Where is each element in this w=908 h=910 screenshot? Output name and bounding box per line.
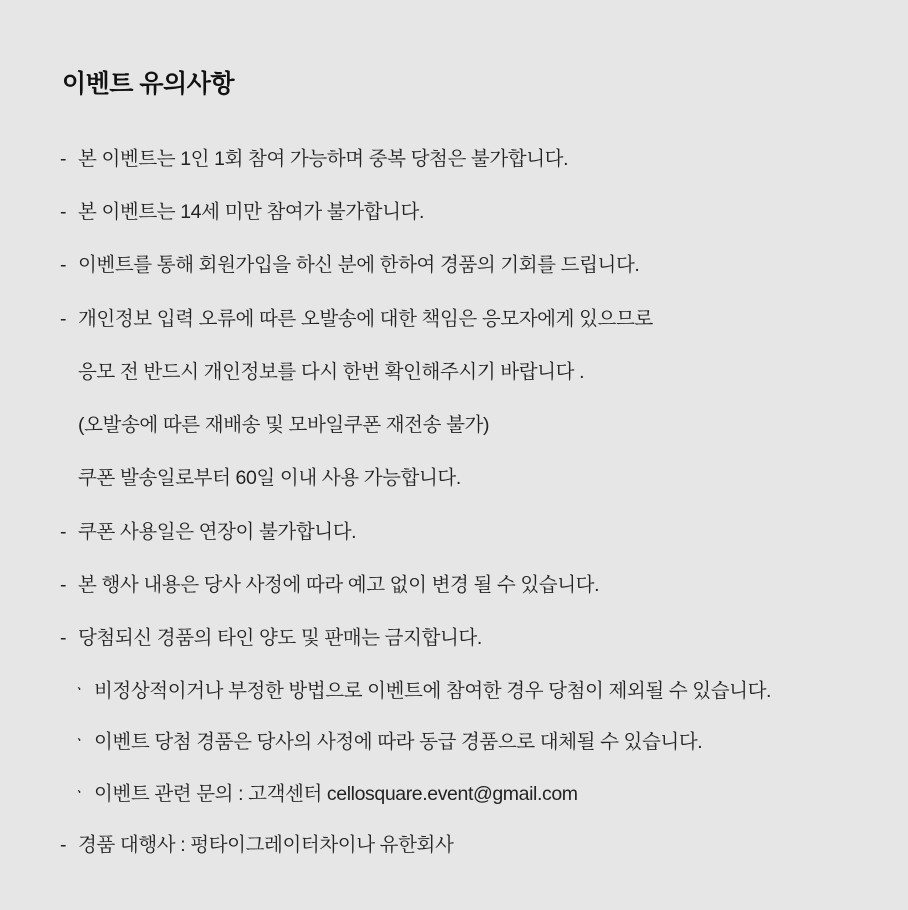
list-item-text: 쿠폰 사용일은 연장이 불가합니다.: [78, 520, 357, 543]
list-marker: ㆍ: [71, 783, 86, 801]
list-item: [60, 304, 858, 334]
list-marker: -: [60, 254, 67, 277]
list-marker: -: [60, 201, 67, 224]
list-item: [60, 570, 858, 600]
list-item-text: 본 행사 내용은 당사 사정에 따라 예고 없이 변경 될 수 있습니다.: [78, 573, 600, 596]
list-item-text: 비정상적이거나 부정한 방법으로 이벤트에 참여한 경우 당첨이 제외될 수 있습니다.: [94, 680, 772, 703]
list-item-text: 당첨되신 경품의 타인 양도 및 판매는 금지합니다.: [78, 626, 482, 649]
page-title: 이벤트 유의사항: [62, 70, 234, 98]
list-item-text: 본 이벤트는 1인 1회 참여 가능하며 중복 당첨은 불가합니다.: [78, 148, 569, 170]
list-item: [60, 357, 858, 387]
list-item-text: 개인정보 입력 오류에 따른 오발송에 대한 책임은 응모자에게 있으므로: [78, 307, 653, 330]
list-marker: -: [60, 833, 67, 856]
list-item-text: 이벤트 관련 문의 : 고객센터 cellosquare.event@gmail.com: [94, 782, 578, 805]
list-item-text: 쿠폰 발송일로부터 60일 이내 사용 가능합니다.: [78, 467, 461, 490]
list-item-text: 응모 전 반드시 개인정보를 다시 한번 확인해주시기 바랍니다 .: [78, 360, 585, 383]
list-marker: -: [60, 520, 67, 543]
list-item: [60, 676, 858, 706]
list-item-text: 경품 대행사 : 펑타이그레이터차이나 유한회사: [78, 833, 454, 856]
list-item: [60, 463, 858, 493]
list-item: [60, 779, 858, 809]
list-item: [60, 197, 858, 227]
notice-list: [60, 144, 858, 860]
list-marker: -: [60, 573, 67, 596]
list-item: [60, 623, 858, 653]
list-item: [60, 830, 858, 860]
list-item-text: 이벤트를 통해 회원가입을 하신 분에 한하여 경품의 기회를 드립니다.: [78, 254, 640, 277]
list-item-text: (오발송에 따른 재배송 및 모바일쿠폰 재전송 불가): [78, 414, 490, 437]
list-item: [60, 144, 858, 174]
list-item: [60, 410, 858, 440]
list-marker: -: [60, 626, 67, 649]
list-item-text: 이벤트 당첨 경품은 당사의 사정에 따라 동급 경품으로 대체될 수 있습니다.: [94, 731, 703, 754]
list-item: [60, 250, 858, 280]
list-marker: -: [60, 307, 67, 330]
list-marker: ㆍ: [71, 732, 86, 750]
list-item: [60, 727, 858, 757]
list-item-text: 본 이벤트는 14세 미만 참여가 불가합니다.: [78, 201, 424, 224]
list-marker: ㆍ: [71, 681, 86, 699]
list-marker: -: [60, 148, 67, 170]
list-item: [60, 517, 858, 547]
